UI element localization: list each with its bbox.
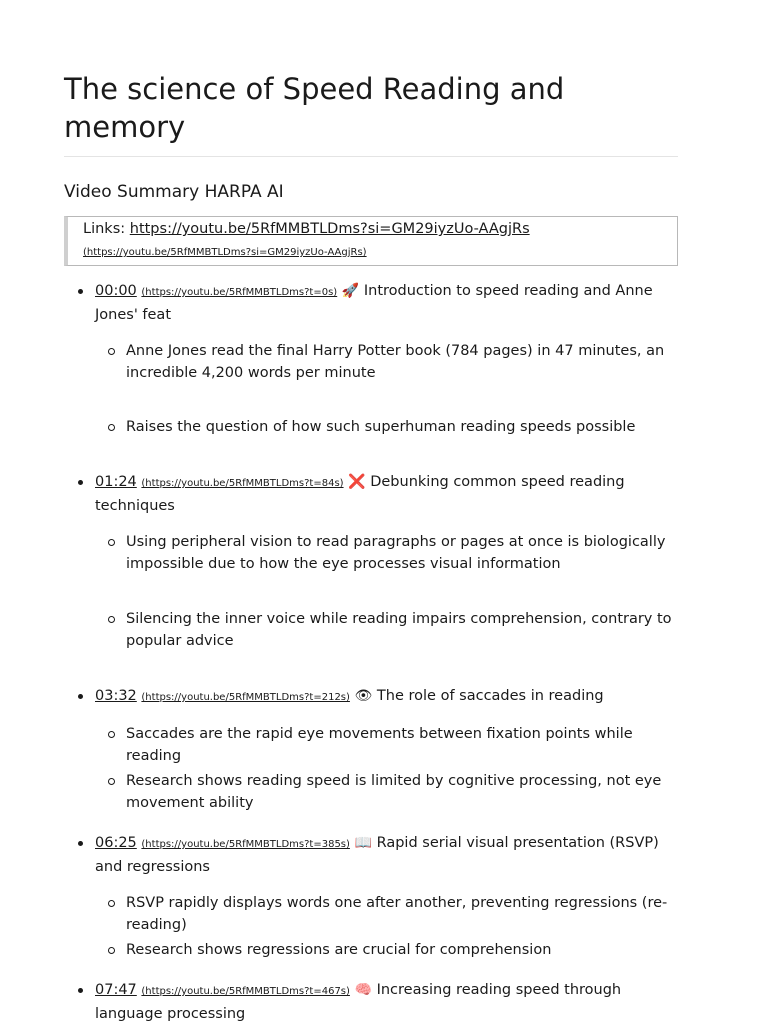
summary-point: Research shows reading speed is limited by cognitive processing, not eye movement ability: [126, 770, 678, 814]
timestamp-link[interactable]: 03:32: [95, 688, 137, 704]
timestamp-url[interactable]: (https://youtu.be/5RfMMBTLDms?t=467s): [141, 986, 350, 997]
summary-points: [95, 531, 678, 652]
summary-point: Saccades are the rapid eye movements between fixation points while reading: [126, 723, 678, 767]
links-label: Links:: [83, 221, 126, 237]
timestamp-url[interactable]: (https://youtu.be/5RfMMBTLDms?t=0s): [141, 287, 338, 298]
timestamp-link[interactable]: 06:25: [95, 835, 137, 851]
timestamp-link[interactable]: 00:00: [95, 283, 137, 299]
timestamp-url[interactable]: (https://youtu.be/5RfMMBTLDms?t=212s): [141, 692, 350, 703]
video-link[interactable]: https://youtu.be/5RfMMBTLDms?si=GM29iyzUo-AAgjRs: [129, 221, 530, 237]
timestamp-url[interactable]: (https://youtu.be/5RfMMBTLDms?t=84s): [141, 478, 344, 489]
summary-item: [95, 832, 678, 961]
page-title: The science of Speed Reading and memory: [64, 0, 678, 157]
summary-points: [95, 340, 678, 438]
summary-item: [95, 280, 678, 438]
cross-mark-icon: ❌: [348, 474, 366, 490]
summary-heading: Rapid serial visual presentation (RSVP) and regressions: [95, 835, 659, 875]
summary-points: [95, 892, 678, 961]
section-subtitle: Video Summary HARPA AI: [64, 182, 284, 202]
timestamp-link[interactable]: 07:47: [95, 982, 137, 998]
summary-point: Raises the question of how such superhuman reading speeds possible: [126, 416, 678, 438]
timestamp-url[interactable]: (https://youtu.be/5RfMMBTLDms?t=385s): [141, 839, 350, 850]
summary-heading: Debunking common speed reading techniques: [95, 474, 625, 514]
timestamp-link[interactable]: 01:24: [95, 474, 137, 490]
summary-item: [95, 685, 678, 814]
summary-heading: The role of saccades in reading: [376, 688, 604, 704]
rocket-icon: 🚀: [341, 283, 360, 299]
summary-point: Using peripheral vision to read paragraphs or pages at once is biologically impossible due to how the eye processes visual information: [126, 531, 678, 575]
video-link-raw[interactable]: (https://youtu.be/5RfMMBTLDms?si=GM29iyzUo-AAgjRs): [83, 247, 367, 258]
summary-point: Silencing the inner voice while reading impairs comprehension, contrary to popular advice: [126, 608, 678, 652]
links-box: [64, 216, 678, 266]
eye-icon: 👁: [354, 688, 373, 704]
summary-item: [95, 979, 678, 1025]
summary-point: Research shows regressions are crucial for comprehension: [126, 939, 678, 961]
open-book-icon: 📖: [354, 835, 372, 851]
summary-item: [95, 471, 678, 652]
summary-point: Anne Jones read the final Harry Potter book (784 pages) in 47 minutes, an incredible 4,200 words per minute: [126, 340, 678, 384]
summary-points: [95, 723, 678, 814]
summary-heading: Increasing reading speed through language processing: [95, 982, 622, 1022]
brain-icon: 🧠: [354, 982, 372, 998]
summary-point: RSVP rapidly displays words one after another, preventing regressions (re-reading): [126, 892, 678, 936]
summary-heading: Introduction to speed reading and Anne Jones' feat: [95, 283, 653, 323]
summary-list: [64, 280, 678, 1025]
